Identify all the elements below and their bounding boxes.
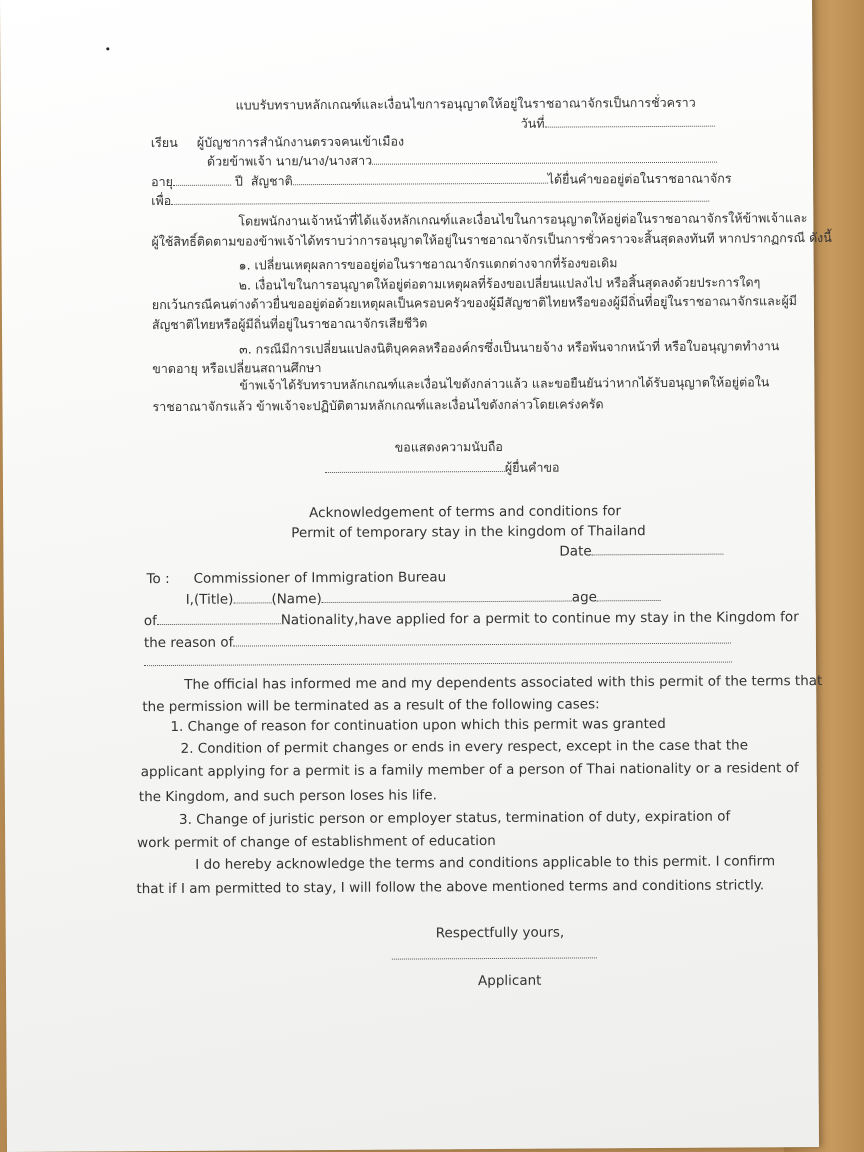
english-reason-field[interactable] — [233, 633, 731, 647]
thai-nationality-field[interactable] — [293, 173, 548, 186]
thai-signature-row — [325, 461, 560, 476]
english-applicant-label: Applicant — [477, 972, 542, 990]
english-date-row — [559, 544, 723, 560]
thai-signature-field[interactable] — [325, 461, 505, 473]
thai-purpose-field[interactable] — [171, 191, 709, 205]
thai-name-label: ด้วยข้าพเจ้า นาย/นาง/นางสาว — [206, 152, 373, 169]
thai-name-field[interactable] — [372, 152, 717, 165]
thai-age-row — [151, 172, 731, 189]
thai-case2-line2: ยกเว้นกรณีคนต่างด้าวยื่นขออยู่ต่อด้วยเหตุผลเป็นครอบครัวของผู้มีสัญชาติไทยหรือของผู้มีถิ่นที่อยู่ในราชอาณาจักรและผู้มี — [151, 293, 798, 313]
english-title-label: I,(Title) — [185, 591, 234, 608]
thai-purpose-label: เพื่อ — [151, 192, 172, 209]
thai-to-value: ผู้บัญชาการสำนักงานตรวจคนเข้าเมือง — [196, 133, 405, 150]
thai-case3-line2: ขาดอายุ หรือเปลี่ยนสถานศึกษา — [152, 360, 322, 377]
english-confirm-line1: I do hereby acknowledge the terms and conditions applicable to this permit. I confirm — [195, 853, 776, 873]
english-case2-line3: the Kingdom, and such person loses his life. — [138, 787, 437, 806]
english-name-field[interactable] — [322, 591, 572, 604]
english-signature-row — [392, 947, 597, 963]
thai-to-label: เรียน — [150, 134, 178, 151]
english-case2-line2: applicant applying for a permit is a family member of a person of Thai nationality or a resident of — [140, 760, 799, 781]
english-reason-row-2 — [144, 652, 732, 670]
english-of-label: of — [143, 613, 157, 630]
thai-purpose-row — [151, 191, 709, 208]
english-nationality-field[interactable] — [157, 613, 281, 625]
english-reason-row — [144, 633, 732, 651]
english-confirm-line2: that if I am permitted to stay, I will follow the above mentioned terms and conditions strictly. — [136, 877, 765, 898]
english-case2-line1: 2. Condition of permit changes or ends in every respect, except in the case that the — [180, 737, 749, 757]
english-to-value: Commissioner of Immigration Bureau — [193, 569, 447, 587]
english-case3-line1: 3. Change of juristic person or employer status, termination of duty, expiration of — [178, 808, 731, 828]
english-nationality-row — [144, 610, 799, 629]
english-date-field[interactable] — [592, 544, 724, 556]
thai-date-row — [521, 116, 715, 131]
english-title-line2: Permit of temporary stay in the kingdom of Thailand — [291, 523, 646, 542]
english-name-label: (Name) — [271, 591, 322, 608]
thai-year-label: ปี — [234, 173, 243, 189]
thai-case2-line1: ๒. เงื่อนไขในการอนุญาตให้อยู่ต่อตามเหตุผลที่ร้องขอเปลี่ยนแปลงไป หรือสิ้นสุดลงด้วยประการใดๆ — [238, 274, 761, 293]
thai-age-field[interactable] — [173, 175, 231, 186]
english-reason-field-2[interactable] — [144, 652, 732, 667]
english-closing: Respectfully yours, — [435, 924, 565, 942]
english-title-line1: Acknowledgement of terms and conditions for — [309, 503, 622, 522]
thai-title: แบบรับทราบหลักเกณฑ์และเงื่อนไขการอนุญาตให้อยู่ในราชอาณาจักรเป็นการชั่วคราว — [235, 94, 696, 113]
thai-name-row — [207, 152, 717, 169]
thai-case3-line1: ๓. กรณีมีการเปลี่ยนแปลงนิติบุคคลหรือองค์กรซึ่งเป็นนายจ้าง หรือพ้นจากหน้าที่ หรือใบอนุญาตทำงาน — [239, 338, 780, 357]
thai-case2-line3: สัญชาติไทยหรือผู้มีถิ่นที่อยู่ในราชอาณาจักรเสียชีวิต — [151, 315, 428, 333]
thai-nationality-label: สัญชาติ — [250, 173, 293, 189]
english-age-label: age — [571, 589, 597, 606]
english-reason-label: the reason of — [143, 634, 234, 652]
english-to-label: To : — [146, 570, 170, 588]
thai-body-line2: ผู้ใช้สิทธิ์ติดตามของข้าพเจ้าได้ทราบว่าการอนุญาตให้อยู่ในราชอาณาจักรเป็นการชั่วคราวจะสิ้นสุดลงทันที หากปรากฏกรณี ดังนี้ — [151, 229, 832, 250]
english-name-row — [186, 590, 661, 607]
thai-closing: ขอแสดงความนับถือ — [394, 438, 503, 455]
english-age-field[interactable] — [597, 590, 661, 601]
thai-applied-label: ได้ยื่นคำขออยู่ต่อในราชอาณาจักร — [547, 170, 732, 187]
paper-speck — [106, 47, 109, 50]
english-title-field[interactable] — [233, 592, 271, 603]
thai-age-label: อายุ — [151, 173, 174, 190]
thai-confirm-line2: ราชอาณาจักรแล้ว ข้าพเจ้าจะปฏิบัติตามหลักเกณฑ์และเงื่อนไขดังกล่าวโดยเคร่งครัด — [152, 396, 604, 415]
thai-date-field[interactable] — [545, 116, 715, 128]
english-nationality-text: Nationality,have applied for a permit to continue my stay in the Kingdom for — [280, 609, 799, 629]
english-body-line2: the permission will be terminated as a result of the following cases: — [142, 696, 600, 716]
thai-confirm-line1: ข้าพเจ้าได้รับทราบหลักเกณฑ์และเงื่อนไขดังกล่าวแล้ว และขอยืนยันว่าหากได้รับอนุญาตให้อยู่ต่อใน — [239, 374, 770, 393]
thai-case1: ๑. เปลี่ยนเหตุผลการขออยู่ต่อในราชอาณาจักรแตกต่างจากที่ร้องขอเดิม — [238, 255, 618, 273]
english-date-label: Date — [559, 543, 592, 560]
english-case1: 1. Change of reason for continuation upon which this permit was granted — [170, 715, 666, 735]
thai-body-line1: โดยพนักงานเจ้าหน้าที่ได้แจ้งหลักเกณฑ์และเงื่อนไขในการอนุญาตให้อยู่ต่อในราชอาณาจักรให้ข้าพเจ้าและ — [238, 210, 808, 229]
english-signature-field[interactable] — [392, 947, 597, 959]
english-body-line1: The official has informed me and my dependents associated with this permit of the terms that — [184, 672, 823, 693]
english-case3-line2: work permit of change of establishment of education — [137, 832, 496, 852]
thai-applicant-label: ผู้ยื่นคำขอ — [504, 459, 560, 475]
thai-date-label: วันที่ — [520, 115, 545, 131]
